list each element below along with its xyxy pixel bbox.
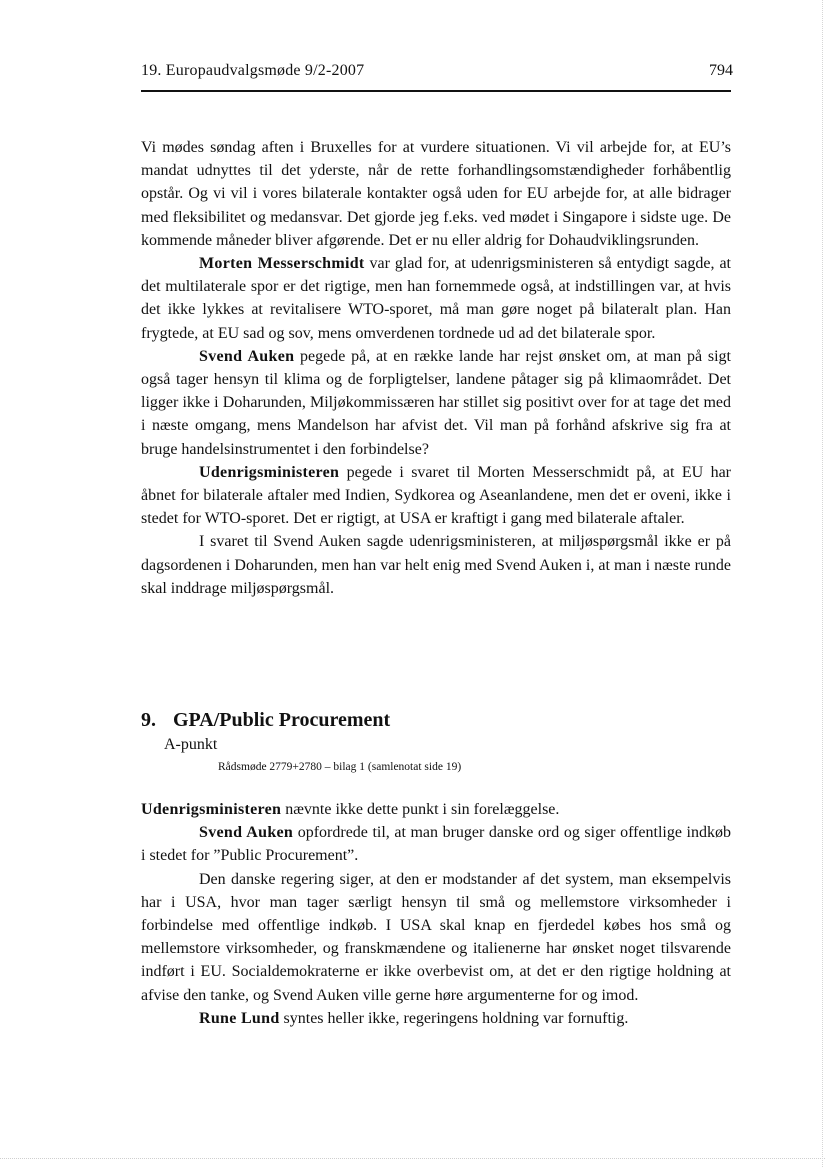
agenda-section (141, 706, 731, 776)
paragraph (141, 821, 731, 867)
body-text-section-9 (141, 798, 731, 1030)
speaker-name: Svend Auken (199, 824, 294, 842)
speech-text: pegede i svaret til Morten Messerschmidt på, at EU har åbnet for bilaterale aftaler med Indien, Sydkorea og Aseanlandene, men det er oveni, ikke i stedet for WTO-sporet. Det er rigtigt, at USA er kraftigt i gang med bilaterale aftaler. (141, 463, 731, 528)
page-number: 794 (709, 62, 733, 79)
body-text (141, 136, 731, 600)
speaker-name: Udenrigsministeren (199, 463, 340, 481)
section-heading (141, 706, 731, 734)
speech-text: var glad for, at udenrigsministeren så entydigt sagde, at det multilaterale spor er det rigtige, men han fornemmede også, at indstillingen var, at hvis det ikke lykkes at revitalisere WTO-sporet, må man gøre noget på bilateralt plan. Han frygtede, at EU sad og sov, mens omverdenen tordnede ud ad det bilaterale spor. (141, 255, 731, 342)
section-reference: Rådsmøde 2779+2780 – bilag 1 (samlenotat side 19) (218, 761, 462, 773)
speech-text: nævnte ikke dette punkt i sin forelæggelse. (281, 801, 560, 818)
speaker-name: Udenrigsministeren (141, 801, 282, 818)
section-title: GPA/Public Procurement (173, 709, 391, 731)
speech-text: syntes heller ikke, regeringens holdning var fornuftig. (279, 1009, 629, 1027)
speech-text: pegede på, at en række lande har rejst ønsket om, at man på sigt også tager hensyn til klima og de forpligtelser, landene påtager sig på klimaområdet. Det ligger ikke i Doharunden, Miljøkommissæren har stillet sig positivt over for at tage det med i næste omgang, mens Mandelson har afvist det. Vil man på forhånd afskrive sig fra at bruge handelsinstrumentet i den forbindelse? (141, 347, 731, 458)
scan-edge-right (822, 0, 823, 1167)
scan-edge-bottom (0, 1158, 825, 1159)
paragraph: I svaret til Svend Auken sagde udenrigsministeren, at miljøspørgsmål ikke er på dagsordenen i Doharunden, men han var helt enig med Svend Auken i, at man i næste runde skal inddrage miljøspørgsmål. (141, 533, 731, 597)
paragraph: Den danske regering siger, at den er modstander af det system, man eksempelvis har i USA, hvor man tager særligt hensyn til små og mellemstore virksomheder i forbindelse med offentlige indkøb. I USA skal knap en fjerdedel købes hos små og mellemstore virksomheder, og franskmændene og italienerne har ønsket noget tilsvarende indført i EU. Socialdemokraterne er ikke overbevist om, at det er den rigtige holdning at afvise den tanke, og Svend Auken ville gerne høre argumenterne for og imod. (141, 870, 731, 1004)
section-subtitle: A-punkt (164, 736, 218, 753)
running-header-title: 19. Europaudvalgsmøde 9/2-2007 (141, 62, 365, 79)
speaker-name: Rune Lund (199, 1009, 280, 1027)
paragraph (141, 461, 731, 531)
speaker-name: Morten Messerschmidt (199, 255, 365, 273)
speaker-name: Svend Auken (199, 347, 295, 365)
paragraph: Vi mødes søndag aften i Bruxelles for at vurdere situationen. Vi vil arbejde for, at EU’s mandat udnyttes til det yderste, når de rette forhandlingsomstændigheder forhåbentlig opstår. Og vi vil i vores bilaterale kontakter også uden for EU arbejde for, at alle bidrager med fleksibilitet og medansvar. Det gjorde jeg f.eks. ved mødet i Singapore i sidste uge. De kommende måneder bliver afgørende. Det er nu eller aldrig for Dohaudviklingsrunden. (141, 139, 731, 249)
speech-text: opfordrede til, at man bruger danske ord og siger offentlige indkøb i stedet for ”Public Procurement”. (141, 824, 731, 865)
paragraph (141, 345, 731, 461)
paragraph (141, 1007, 731, 1030)
paragraph (141, 798, 731, 821)
section-number: 9. (141, 709, 156, 731)
header-rule (141, 90, 731, 92)
paragraph (141, 252, 731, 345)
